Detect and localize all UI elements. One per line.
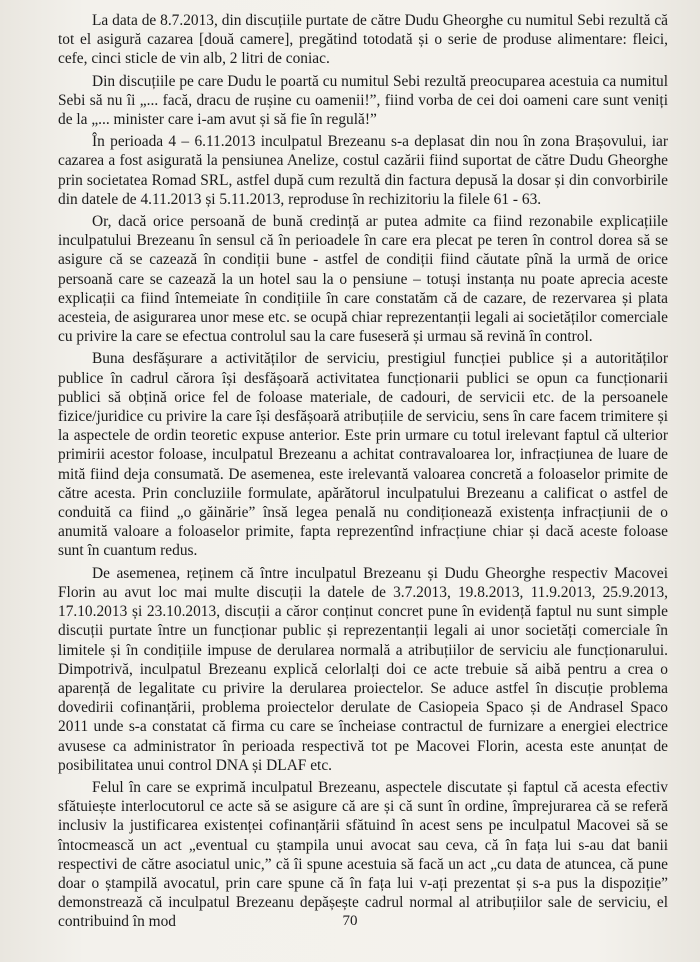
paragraph: Buna desfășurare a activităților de serviciu, prestigiul funcției publice și a autorităților publice în cadrul cărora își desfășoară activitatea funcționarii publici se opun ca funcționarii publici să obțină orice fel de foloase materiale, de cadouri, de servicii etc. de la persoanele fizice/juridice cu privire la care își desfășoară atribuțiile de serviciu, sens în care facem trimitere și la aspectele de ordin teoretic expuse anterior. Este prin urmare cu totul irelevant faptul că ulterior primirii acestor foloase, inculpatul Brezeanu a achitat contravaloarea lor, infracțiunea de luare de mită fiind deja consumată. De asemenea, este irelevantă valoarea concretă a foloaselor primite de către acesta. Prin concluziile formulate, apărătorul inculpatului Brezeanu a calificat o astfel de conduită ca fiind „o găinărie” însă legea penală nu condiționează existența infracțiunii de o anumită valoare a foloaselor primite, fapta reprezentînd infracțiune chiar și dacă aceste foloase sunt în cuantum redus.: [58, 350, 668, 560]
paragraph: Din discuțiile pe care Dudu le poartă cu numitul Sebi rezultă preocuparea acestuia ca numitul Sebi să nu îi „... facă, dracu de rușine cu oamenii!”, fiind vorba de cei doi oameni care sunt veniți de la „... minister care i-am avut și să fie în regulă!”: [58, 72, 668, 129]
paragraph: De asemenea, reținem că între inculpatul Brezeanu și Dudu Gheorghe respectiv Macovei Florin au avut loc mai multe discuții la datele de 3.7.2013, 19.8.2013, 11.9.2013, 25.9.2013, 17.10.2013 și 23.10.2013, discuții a căror conținut concret pune în evidență faptul nu sunt simple discuții purtate între un funcționar public și reprezentanții legali ai unor societăți comerciale în limitele și în condițiile impuse de derularea normală a atribuțiilor de serviciu ale funcționarului. Dimpotrivă, inculpatul Brezeanu explică celorlalți doi ce acte trebuie să aibă pentru a crea o aparență de legalitate cu privire la derularea proiectelor. Se aduce astfel în discuție problema dovedirii cofinanțării, problema proiectelor derulate de Casiopeia Spaco și de Andrasel Spaco 2011 unde s-a constatat că firma cu care se încheiase contractul de furnizare a energiei electrice avusese ca administrator în perioada respectivă tot pe Macovei Florin, acesta este anunțat de posibilitatea unui control DNA și DLAF etc.: [58, 564, 668, 774]
paragraph: Felul în care se exprimă inculpatul Brezeanu, aspectele discutate și faptul că acesta efectiv sfătuiește interlocutorul ce acte să se asigure că are și că sunt în ordine, împrejurarea că se referă inclusiv la justificarea existenței cofinanțării sfătuind în acest sens pe inculpatul Macovei să se întocmească un act „eventual cu ștampila unui avocat sau ceva, că în fața lui s-au dat banii respectivi de către asociatul unic,” că îi spune acestuia să facă un act „cu data de atuncea, că pune doar o ștampilă avocatul, prin care spune că în fața lui v-ați prezentat și s-a pus la dispoziție” demonstrează că inculpatul Brezeanu depășește cadrul normal al atribuțiilor sale de serviciu, el contribuind în mod: [58, 778, 668, 931]
paragraph: La data de 8.7.2013, din discuțiile purtate de către Dudu Gheorghe cu numitul Sebi rezultă că tot el asigură cazarea [două camere], pregătind totodată și o serie de produse alimentare: fleici, cefe, cinci sticle de vin alb, 2 litri de coniac.: [58, 12, 668, 68]
paragraph: Or, dacă orice persoană de bună credință ar putea admite ca fiind rezonabile explicațiile inculpatului Brezeanu în sensul că în perioadele în care era plecat pe teren în control dorea să se asigure că se cazează în condiții bune - astfel de condiții fiind căutate pînă la urmă de orice persoană care se cazează la un hotel sau la o pensiune – totuși instanța nu poate aprecia aceste explicații ca fiind întemeiate în condițiile în care constatăm că de cazare, de rezervarea și plata acesteia, de asigurarea unor mese etc. se ocupă chiar reprezentanții legali ai societăților comerciale cu privire la care se efectua controlul sau la care fuseseră și urmau să revină în control.: [58, 213, 668, 346]
paragraph: În perioada 4 – 6.11.2013 inculpatul Brezeanu s-a deplasat din nou în zona Brașovului, iar cazarea a fost asigurată la pensiunea Anelize, costul cazării fiind suportat de către Dudu Gheorghe prin societatea Romad SRL, astfel după cum rezultă din factura depusă la dosar și din convorbirile din datele de 4.11.2013 și 5.11.2013, reproduse în rechizitoriu la filele 61 - 63.: [58, 133, 668, 208]
page-number: 70: [342, 913, 358, 929]
